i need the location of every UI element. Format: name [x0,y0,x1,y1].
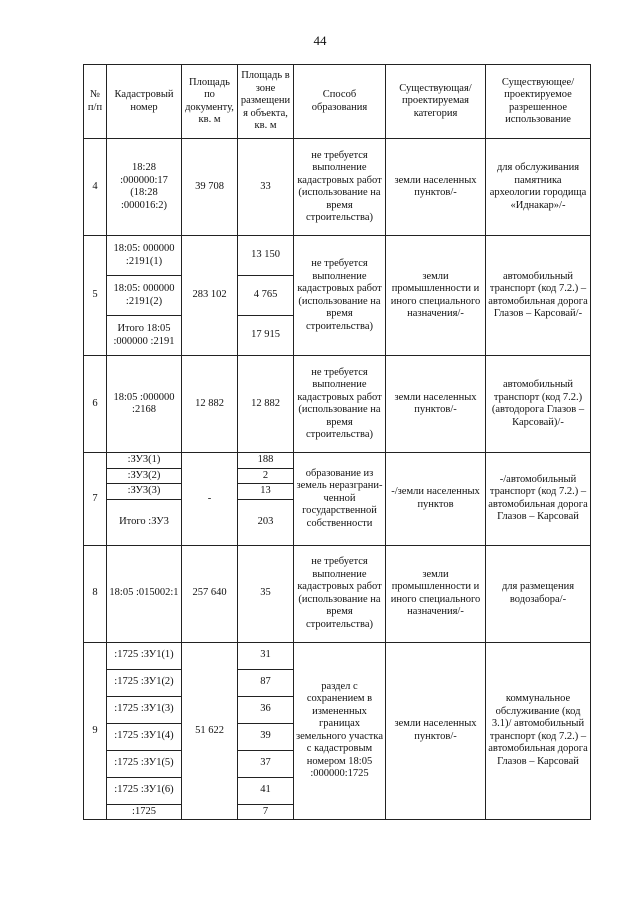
cadastral-number: :1725 [107,804,182,820]
cadastral-number: :ЗУ3(3) [107,484,182,500]
cadastral-number: Итого :ЗУ3 [107,499,182,545]
area-zone: 36 [238,696,294,723]
land-category: -/земли населенных пунктов [386,453,486,546]
area-zone: 7 [238,804,294,820]
permitted-use: автомобильный транспорт (код 7.2.) – автомобильная дорога Глазов – Карсовай/- [486,236,591,356]
row-num: 4 [84,139,107,236]
row-num: 6 [84,356,107,453]
cadastral-number: :1725 :ЗУ1(1) [107,642,182,669]
land-plots-table [83,64,591,820]
cadastral-number: :1725 :ЗУ1(6) [107,777,182,804]
header-cadastral: Кадастровый номер [107,65,182,139]
area-zone: 4 765 [238,276,294,316]
cadastral-number: 18:28 :000000:17 (18:28 :000016:2) [107,139,182,236]
permitted-use: автомобильный транспорт (код 7.2.) (автодорога Глазов – Карсовай)/- [486,356,591,453]
row-num: 7 [84,453,107,546]
permitted-use: -/автомобильный транспорт (код 7.2.) – автомобильная дорога Глазов – Карсовай [486,453,591,546]
area-zone: 39 [238,723,294,750]
area-doc: - [182,453,238,546]
area-zone: 17 915 [238,316,294,356]
land-category: земли промышленности и иного специального назначения/- [386,236,486,356]
land-category: земли населенных пунктов/- [386,356,486,453]
cadastral-number: 18:05 :000000 :2168 [107,356,182,453]
table-row [84,236,591,276]
formation-method: раздел с сохранением в измененных границах земельного участка с кадастровым номером 18:05 :000000:1725 [294,642,386,820]
land-category: земли промышленности и иного специального назначения/- [386,545,486,642]
cadastral-number: :1725 :ЗУ1(2) [107,669,182,696]
table-row [84,642,591,669]
header-method: Способ образования [294,65,386,139]
area-zone: 87 [238,669,294,696]
permitted-use: для размещения водозабора/- [486,545,591,642]
area-zone: 37 [238,750,294,777]
area-zone: 13 [238,484,294,500]
cadastral-number: :ЗУ3(1) [107,453,182,469]
area-zone: 41 [238,777,294,804]
header-area-zone: Площадь в зоне размещения объекта, кв. м [238,65,294,139]
page-number: 44 [313,33,327,48]
row-num: 9 [84,642,107,820]
area-zone: 35 [238,545,294,642]
area-zone: 2 [238,468,294,484]
table-row [84,356,591,453]
formation-method: образование из земель неразграни- ченной государственной собственности [294,453,386,546]
table-row [84,139,591,236]
permitted-use: для обслуживания памятника археологии городища «Иднакар»/- [486,139,591,236]
formation-method: не требуется выполнение кадастровых работ (использование на время строительства) [294,236,386,356]
header-area-doc: Площадь по документу, кв. м [182,65,238,139]
formation-method: не требуется выполнение кадастровых работ (использование на время строительства) [294,139,386,236]
formation-method: не требуется выполнение кадастровых работ (использование на время строительства) [294,545,386,642]
cadastral-number: 18:05: 000000 :2191(1) [107,236,182,276]
area-doc: 12 882 [182,356,238,453]
cadastral-number: :1725 :ЗУ1(5) [107,750,182,777]
header-num: № п/п [84,65,107,139]
area-doc: 257 640 [182,545,238,642]
cadastral-number: :ЗУ3(2) [107,468,182,484]
cadastral-number: 18:05 :015002:1 [107,545,182,642]
header-use: Существующее/ проектируемое разрешенное использование [486,65,591,139]
land-category: земли населенных пунктов/- [386,642,486,820]
table-row [84,545,591,642]
formation-method: не требуется выполнение кадастровых работ (использование на время строительства) [294,356,386,453]
area-doc: 283 102 [182,236,238,356]
area-zone: 33 [238,139,294,236]
row-num: 8 [84,545,107,642]
cadastral-number: Итого 18:05 :000000 :2191 [107,316,182,356]
table-row [84,453,591,469]
area-doc: 39 708 [182,139,238,236]
area-zone: 12 882 [238,356,294,453]
permitted-use: коммунальное обслуживание (код 3.1)/ автомобильный транспорт (код 7.2.) – автомобильная дорога Глазов – Карсовай [486,642,591,820]
cadastral-number: :1725 :ЗУ1(3) [107,696,182,723]
row-num: 5 [84,236,107,356]
cadastral-number: :1725 :ЗУ1(4) [107,723,182,750]
land-category: земли населенных пунктов/- [386,139,486,236]
header-category: Существующая/ проектируемая категория [386,65,486,139]
area-zone: 188 [238,453,294,469]
area-zone: 31 [238,642,294,669]
area-zone: 203 [238,499,294,545]
area-zone: 13 150 [238,236,294,276]
header-row [84,65,591,139]
cadastral-number: 18:05: 000000 :2191(2) [107,276,182,316]
area-doc: 51 622 [182,642,238,820]
